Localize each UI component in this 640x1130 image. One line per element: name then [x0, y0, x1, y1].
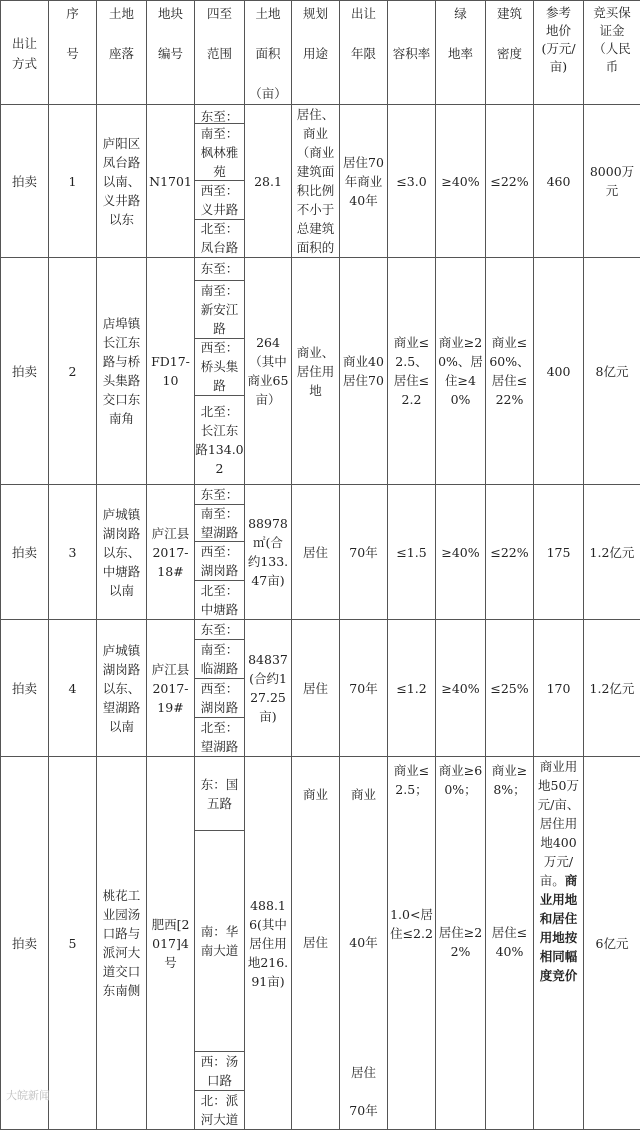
cell-location: 庐城镇湖岗路以东、中塘路以南: [97, 485, 147, 620]
cell-parcel: 庐江县2017-19#: [147, 620, 195, 757]
cell-density: ≤22%: [486, 485, 534, 620]
cell-density: [486, 757, 534, 1130]
cell-price: 175: [534, 485, 584, 620]
green-residential: 居住≥22%: [438, 923, 483, 961]
cell-bounds: [195, 485, 245, 620]
cell-price: 400: [534, 258, 584, 485]
header-method: 出让 方式: [1, 1, 49, 105]
cell-deposit: 1.2亿元: [584, 620, 640, 757]
table-row: [1, 620, 640, 757]
cell-seq: 3: [49, 485, 97, 620]
bound-east: 东至：: [195, 258, 244, 281]
cell-method: 拍卖: [1, 620, 49, 757]
cell-parcel: FD17-10: [147, 258, 195, 485]
header-location: 土地 座落: [97, 1, 147, 105]
cell-location: 庐阳区凤台路以南、义井路以东: [97, 105, 147, 258]
cell-seq: 4: [49, 620, 97, 757]
header-price: 参考 地价 (万元/ 亩): [534, 1, 584, 105]
bound-south: 南至：枫林雅苑: [195, 124, 244, 181]
cell-green: 商业≥20%、居住≥40%: [436, 258, 486, 485]
cell-term: 70年: [340, 485, 388, 620]
cell-usage: 居住: [292, 620, 340, 757]
bound-north: 北至：长江东路134.02: [195, 396, 244, 484]
bound-west: 西：汤口路: [195, 1052, 244, 1091]
cell-deposit: 8亿元: [584, 258, 640, 485]
cell-bounds: [195, 105, 245, 258]
table-row: [1, 757, 640, 1130]
header-density: 建筑 密度: [486, 1, 534, 105]
bound-east: 东至：: [195, 485, 244, 505]
bound-west: 西至：湖岗路: [195, 542, 244, 581]
header-term: 出让 年限: [340, 1, 388, 105]
price-note: 商业用地50万元/亩、居住用地400万元/亩。: [538, 759, 580, 888]
cell-location: 店埠镇长江东路与桥头集路交口东南角: [97, 258, 147, 485]
cell-green: ≥40%: [436, 105, 486, 258]
term-commercial-label: 商业: [340, 785, 387, 804]
bound-west: 西至：义井路: [195, 181, 244, 220]
cell-price: 460: [534, 105, 584, 258]
far-residential: 1.0<居住≤2.2: [390, 905, 433, 943]
usage-commercial: 商业: [292, 785, 339, 804]
cell-usage: [292, 757, 340, 1130]
cell-area: 488.16(其中居住用地216.91亩): [245, 757, 292, 1130]
table-row: [1, 485, 640, 620]
cell-method: 拍卖: [1, 757, 49, 1130]
cell-seq: 5: [49, 757, 97, 1130]
cell-parcel: 肥西[2017]4号: [147, 757, 195, 1130]
cell-area: 264（其中商业65亩）: [245, 258, 292, 485]
cell-method: 拍卖: [1, 485, 49, 620]
term-commercial-years: 40年: [340, 933, 387, 952]
cell-far: ≤1.5: [388, 485, 436, 620]
cell-method: 拍卖: [1, 258, 49, 485]
bound-west: 西至：湖岗路: [195, 679, 244, 718]
watermark: 大皖新闻: [6, 1087, 50, 1103]
header-area: 土地 面积 （亩）: [245, 1, 292, 105]
cell-parcel: N1701: [147, 105, 195, 258]
cell-area: 28.1: [245, 105, 292, 258]
cell-usage: 居住、商业（商业建筑面积比例不小于总建筑面积的: [292, 105, 340, 258]
bound-north: 北至：中塘路: [195, 581, 244, 619]
cell-deposit: 8000万元: [584, 105, 640, 258]
bound-north: 北至：望湖路: [195, 718, 244, 756]
cell-location: 庐城镇湖岗路以东、望湖路以南: [97, 620, 147, 757]
cell-bounds: [195, 757, 245, 1130]
cell-seq: 1: [49, 105, 97, 258]
cell-density: ≤22%: [486, 105, 534, 258]
cell-far: ≤1.2: [388, 620, 436, 757]
bound-south: 南至：临湖路: [195, 640, 244, 679]
cell-deposit: 6亿元: [584, 757, 640, 1130]
cell-term: 居住70年商业40年: [340, 105, 388, 258]
cell-far: [388, 757, 436, 1130]
cell-green: ≥40%: [436, 620, 486, 757]
header-far: 容积率: [388, 1, 436, 105]
usage-residential: 居住: [292, 933, 339, 952]
term-residential-label: 居住: [340, 1063, 387, 1082]
header-parcel: 地块 编号: [147, 1, 195, 105]
bound-south: 南至：望湖路: [195, 505, 244, 542]
bound-north: 北：派河大道: [195, 1091, 244, 1129]
cell-seq: 2: [49, 258, 97, 485]
table-row: [1, 105, 640, 258]
cell-location: 桃花工业园汤口路与派河大道交口东南侧: [97, 757, 147, 1130]
cell-area: 88978㎡(合约133.47亩): [245, 485, 292, 620]
far-commercial: 商业≤2.5；: [390, 761, 433, 799]
cell-bounds: [195, 620, 245, 757]
term-residential-years: 70年: [340, 1101, 387, 1120]
bound-east: 东至：: [195, 620, 244, 640]
density-commercial: 商业≥8%；: [488, 761, 531, 799]
cell-usage: 商业、居住用地: [292, 258, 340, 485]
cell-term: [340, 757, 388, 1130]
cell-density: ≤25%: [486, 620, 534, 757]
bound-east: 东：国五路: [195, 757, 244, 831]
density-residential: 居住≤40%: [488, 923, 531, 961]
cell-usage: 居住: [292, 485, 340, 620]
header-seq: 序 号: [49, 1, 97, 105]
cell-term: 70年: [340, 620, 388, 757]
cell-parcel: 庐江县2017-18#: [147, 485, 195, 620]
cell-deposit: 1.2亿元: [584, 485, 640, 620]
header-green: 绿 地率: [436, 1, 486, 105]
cell-bounds: [195, 258, 245, 485]
cell-green: [436, 757, 486, 1130]
header-deposit: 竞买保 证金 （人民 币: [584, 1, 640, 105]
cell-density: 商业≤60%、居住≤22%: [486, 258, 534, 485]
cell-far: 商业≤2.5、居住≤2.2: [388, 258, 436, 485]
cell-green: ≥40%: [436, 485, 486, 620]
bound-south: 南：华南大道: [195, 831, 244, 1052]
bound-east: 东至：: [195, 109, 244, 124]
cell-term: 商业40 居住70: [340, 258, 388, 485]
cell-price: 170: [534, 620, 584, 757]
header-row: [1, 1, 640, 105]
cell-far: ≤3.0: [388, 105, 436, 258]
bound-west: 西至：桥头集路: [195, 339, 244, 396]
cell-price: [534, 757, 584, 1130]
table-row: [1, 258, 640, 485]
header-bounds: 四至 范围: [195, 1, 245, 105]
green-commercial: 商业≥60%；: [438, 761, 483, 799]
bound-north: 北至：凤台路: [195, 220, 244, 256]
bound-south: 南至：新安江路: [195, 281, 244, 339]
cell-area: 84837(合约127.25亩): [245, 620, 292, 757]
cell-method: 拍卖: [1, 105, 49, 258]
header-usage: 规划 用途: [292, 1, 340, 105]
price-rule: 商业用地和居住用地按相同幅度竞价: [540, 873, 578, 983]
